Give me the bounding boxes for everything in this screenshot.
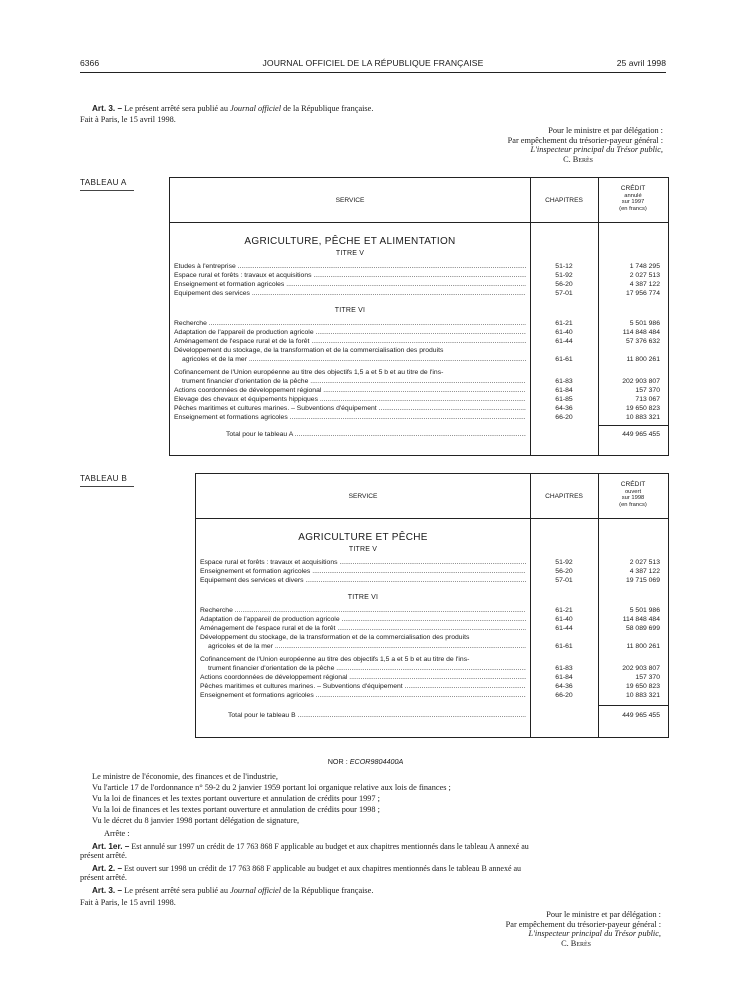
table-row: Enseignement et formations agricoles ..... 66-20 10 883 321 xyxy=(196,692,668,701)
table-row: Equipement des services et divers ..... 57-01 19 715 069 xyxy=(196,577,668,586)
table-b xyxy=(195,473,669,738)
nor-reference: NOR : ECOR9804400A xyxy=(327,757,404,766)
table-row: Etudes à l'entreprise ..... 51-12 1 748 295 xyxy=(170,263,668,272)
table-a-section-title: AGRICULTURE, PÊCHE ET ALIMENTATION xyxy=(244,236,456,247)
signature-line: Pour le ministre et par délégation : xyxy=(546,910,661,919)
table-row: Aménagement de l'espace rural et de la forêt ..... 61-44 57 376 632 xyxy=(170,338,668,347)
signatory-name: C. Berès xyxy=(561,938,591,948)
table-a-titre-v: TITRE V xyxy=(335,250,365,257)
top-article-3: Art. 3. – Le présent arrêté sera publié au Journal officiel de la République française. xyxy=(92,104,374,113)
decree-article-2: Art. 2. – Est ouvert sur 1998 un crédit de 17 763 868 F applicable au budget et aux chapitres mentionnés dans le tableau B annexé au xyxy=(92,864,522,873)
decree-article-2-cont: présent arrêté. xyxy=(80,873,127,882)
signature-line: L'inspecteur principal du Trésor public, xyxy=(530,145,663,155)
header-rule xyxy=(80,72,666,73)
signature-line: Par empêchement du trésorier-payeur général : xyxy=(505,919,661,929)
table-row: Enseignement et formation agricoles ..... 56-20 4 387 122 xyxy=(170,281,668,290)
table-a-titre-vi: TITRE VI xyxy=(334,307,366,314)
table-total-row: Total pour le tableau B ..... 449 965 455 xyxy=(196,712,668,721)
table-row: Développement du stockage, de la transformation et de la commercialisation des produits agricoles et de la mer ..... 61-61 11 800 261 xyxy=(170,347,668,365)
table-b-section-title: AGRICULTURE ET PÊCHE xyxy=(298,532,428,543)
table-row: Enseignement et formations agricoles ..... 66-20 10 883 321 xyxy=(170,414,668,423)
decree-article-1-cont: présent arrêté. xyxy=(80,851,127,860)
decree-minister: Le ministre de l'économie, des finances et de l'industrie, xyxy=(92,772,278,781)
table-b-titre-vi: TITRE VI xyxy=(347,594,379,601)
article-label: Art. 3. – xyxy=(92,104,123,113)
table-row: Actions coordonnées de développement régional ..... 61-84 157 370 xyxy=(170,387,668,396)
table-row: Actions coordonnées de développement régional ..... 61-84 157 370 xyxy=(196,674,668,683)
table-row: Cofinancement de l'Union européenne au titre des objectifs 1,5 a et 5 b et au titre de l'ins- trument financier d'orientation de la pêche ..... 61-83 202 903 807 xyxy=(196,656,668,674)
table-b-label: TABLEAU B xyxy=(80,474,128,483)
journal-title: JOURNAL OFFICIEL DE LA RÉPUBLIQUE FRANÇAISE xyxy=(262,58,484,68)
table-row: Cofinancement de l'Union européenne au titre des objectifs 1,5 a et 5 b et au titre de l'ins- trument financier d'orientation de la pêche ..... 61-83 202 903 807 xyxy=(170,369,668,387)
table-a xyxy=(169,177,669,456)
table-row: Développement du stockage, de la transformation et de la commercialisation des produits agricoles et de la mer ..... 61-61 11 800 261 xyxy=(196,634,668,652)
decree-vu: Vu l'article 17 de l'ordonnance n° 59-2 du 2 janvier 1959 portant loi organique relative aux lois de finances ; xyxy=(92,783,451,792)
table-row: Adaptation de l'appareil de production agricole ..... 61-40 114 848 484 xyxy=(196,616,668,625)
top-done-at: Fait à Paris, le 15 avril 1998. xyxy=(80,115,176,124)
signature-line: Par empêchement du trésorier-payeur général : xyxy=(507,135,663,145)
table-row: Enseignement et formation agricoles ..... 56-20 4 387 122 xyxy=(196,568,668,577)
decree-done-at: Fait à Paris, le 15 avril 1998. xyxy=(80,898,176,907)
table-row: Recherche ..... 61-21 5 501 986 xyxy=(196,607,668,616)
page-number: 6366 xyxy=(80,58,100,68)
table-row: Pêches maritimes et cultures marines. – Subventions d'équipement ..... 64-36 19 650 823 xyxy=(170,405,668,414)
col-header-chapitres: CHAPITRES xyxy=(545,197,583,204)
decree-article-1: Art. 1er. – Est annulé sur 1997 un crédit de 17 763 868 F applicable au budget et aux chapitres mentionnés dans le tableau A annexé au xyxy=(92,842,529,851)
col-header-service: SERVICE xyxy=(335,197,365,204)
decree-arrete: Arrête : xyxy=(104,829,130,838)
table-total-row: Total pour le tableau A ..... 449 965 455 xyxy=(170,431,668,440)
col-header-service: SERVICE xyxy=(348,493,378,500)
table-row: Pêches maritimes et cultures marines. – Subventions d'équipement ..... 64-36 19 650 823 xyxy=(196,683,668,692)
table-a-label-rule xyxy=(80,190,134,191)
decree-vu: Vu la loi de finances et les textes portant ouverture et annulation de crédits pour 1997 ; xyxy=(92,794,380,803)
table-a-label: TABLEAU A xyxy=(80,178,127,187)
issue-date: 25 avril 1998 xyxy=(616,58,666,68)
page-header xyxy=(80,58,666,72)
table-row: Recherche ..... 61-21 5 501 986 xyxy=(170,320,668,329)
table-row: Equipement des services ..... 57-01 17 956 774 xyxy=(170,290,668,299)
decree-vu: Vu la loi de finances et les textes portant ouverture et annulation de crédits pour 1998 ; xyxy=(92,805,380,814)
table-row: Espace rural et forêts : travaux et acquisitions ..... 51-92 2 027 513 xyxy=(196,559,668,568)
table-b-titre-v: TITRE V xyxy=(348,546,378,553)
table-row: Elevage des chevaux et équipements hippiques ..... 61-85 713 067 xyxy=(170,396,668,405)
decree-vu: Vu le décret du 8 janvier 1998 portant délégation de signature, xyxy=(92,816,300,825)
signature-line: L'inspecteur principal du Trésor public, xyxy=(528,929,661,939)
signature-line: Pour le ministre et par délégation : xyxy=(548,126,663,135)
table-b-label-rule xyxy=(80,486,134,487)
signatory-name: C. Berès xyxy=(563,154,593,164)
table-row: Adaptation de l'appareil de production agricole ..... 61-40 114 848 484 xyxy=(170,329,668,338)
journal-officiel-ref: Journal officiel xyxy=(230,104,282,113)
col-header-chapitres: CHAPITRES xyxy=(545,493,583,500)
col-header-credit: CRÉDIT ouvert sur 1998 (en francs) xyxy=(619,481,647,508)
nor-code: ECOR9804400A xyxy=(349,757,404,766)
top-signature-block xyxy=(508,126,663,164)
decree-signature-block xyxy=(506,910,661,948)
decree-article-3: Art. 3. – Le présent arrêté sera publié au Journal officiel de la République française. xyxy=(92,886,374,895)
table-row: Espace rural et forêts : travaux et acquisitions ..... 51-92 2 027 513 xyxy=(170,272,668,281)
col-header-credit: CRÉDIT annulé sur 1997 (en francs) xyxy=(619,185,647,212)
table-row: Aménagement de l'espace rural et de la forêt ..... 61-44 58 089 699 xyxy=(196,625,668,634)
